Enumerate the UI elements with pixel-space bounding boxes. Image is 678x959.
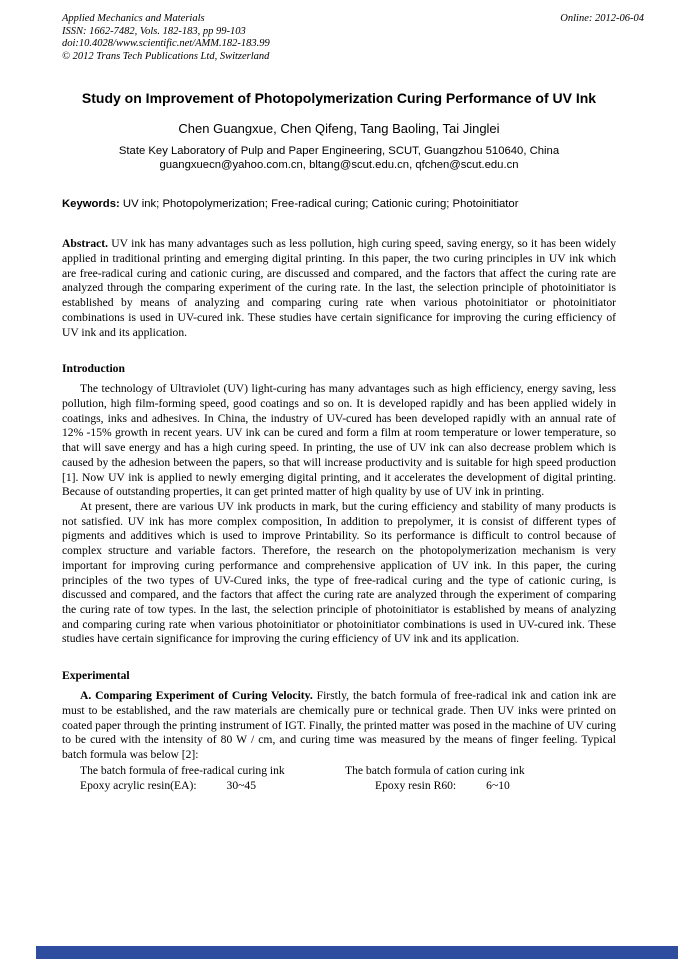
page-title: Study on Improvement of Photopolymerization Curing Performance of UV Ink <box>81 90 597 107</box>
copyright-line: © 2012 Trans Tech Publications Ltd, Switzerland <box>62 50 270 62</box>
abstract-label: Abstract. <box>62 237 109 251</box>
experimental-text: Firstly, the batch formula of free-radical ink and cation ink are must to be established, and the raw materials are chemically pure or technical grade. Then UV inks were printed on coated paper through the printing instrument of IGT. Finally, the printed matter was posed in the machine of UV curing to be cured with the intensity of 80 W / cm, and curing time was measured by the means of finger feeling. Typical batch formula was below [2]: <box>62 689 617 762</box>
formula-item-label: Epoxy resin R60: <box>375 778 457 792</box>
abstract-text: UV ink has many advantages such as less pollution, high curing speed, saving energy, so it has been widely applied in traditional printing and emerging digital printing. In this paper, the two curing principles in UV ink which are free-radical curing and cationic curing, are discussed and compared, and the factors that affect the curing rate are analyzed through the comparing experiment of the curing rate. In the last, the selection principle of photoinitiator is established by means of analyzing and comparing curing rate when various photoinitiator or photoinitiator combinations is used in UV-cured ink. These studies have certain significance for improving the curing efficiency of UV ink and its application. <box>62 237 616 339</box>
keywords-text: UV ink; Photopolymerization; Free-radical curing; Cationic curing; Photoinitiator <box>119 197 519 210</box>
journal-name: Applied Mechanics and Materials <box>62 13 205 24</box>
keywords-label: Keywords: <box>62 197 120 210</box>
body-column <box>62 237 616 793</box>
formula-item-label: Epoxy acrylic resin(EA): <box>80 778 197 792</box>
doi-line: doi:10.4028/www.scientific.net/AMM.182-183.99 <box>62 38 270 50</box>
formula-item-value: 6~10 <box>486 778 510 792</box>
emails-line: guangxuecn@yahoo.com.cn, bltang@scut.edu.cn, qfchen@scut.edu.cn <box>159 158 519 171</box>
keywords-line <box>62 197 616 212</box>
paper-header <box>0 0 678 63</box>
abstract-paragraph <box>62 237 616 340</box>
formula-title-free-radical: The batch formula of free-radical curing ink <box>80 763 285 777</box>
affiliation-line: State Key Laboratory of Pulp and Paper Engineering, SCUT, Guangzhou 510640, China <box>118 144 560 157</box>
experimental-paragraph <box>62 689 616 763</box>
section-heading-experimental: Experimental <box>62 669 130 683</box>
formula-item-value: 30~45 <box>226 778 257 792</box>
formula-column-cation <box>345 764 616 793</box>
batch-formula-columns <box>62 764 616 793</box>
issn-line: ISSN: 1662-7482, Vols. 182-183, pp 99-103 <box>62 25 246 37</box>
authors-line: Chen Guangxue, Chen Qifeng, Tang Baoling, Tai Jinglei <box>178 120 500 136</box>
header-left-block <box>62 13 270 63</box>
formula-item-free-radical <box>80 779 345 794</box>
formula-title-cation: The batch formula of cation curing ink <box>345 763 525 777</box>
introduction-paragraph-2: At present, there are various UV ink products in mark, but the curing efficiency and stability of many products is not satisfied. UV ink has more complex composition, In addition to prepolymer, it is consist of different types of pigments and additives which is used to improve Printability. So its performance is difficult to control because of complex structure and variable factors. Therefore, the research on the photopolymerization mechanism is very important for improving curing performance and comprehensive application of UV ink. In this paper, the curing principles of the two types of UV-Cured inks, the type of free-radical curing and the type of cationic curing, is discussed and compared, and the factors that affect the curing rate are analyzed through the experiment of comparing the curing rate of tow types. In the last, the selection principle of photoinitiator is established by means of analyzing and comparing curing rate when various photoinitiator or photoinitiator combinations is used in UV-cured ink. These studies have certain significance for improving the curing efficiency of UV ink and its application. <box>62 500 616 646</box>
online-date: Online: 2012-06-04 <box>560 13 644 24</box>
formula-column-free-radical <box>62 764 345 793</box>
introduction-paragraph-1: The technology of Ultraviolet (UV) light-curing has many advantages such as high efficiency, energy saving, less pollution, high film-forming speed, good coatings and so on. It is developed rapidly and has been applied widely in coatings, inks and adhesives. In China, the industry of UV-cured has been developed rapidly with an annual rate of 12% -15% growth in recent years. UV ink can be cured and form a film at room temperature or lower temperature, so that will save energy and has a high curing speed. In printing, the use of UV ink can also decrease problem which is caused by the adhesion between the papers, so that will increase productivity and is suitable for high speed production [1]. Now UV ink is applied to newly emerging digital printing, and it accelerates the development of digital printing. Because of outstanding properties, it can get printed matter of high quality by use of UV ink in printing. <box>62 382 616 499</box>
section-heading-introduction: Introduction <box>62 362 125 376</box>
footer-bar <box>36 946 678 959</box>
formula-item-cation <box>345 779 616 794</box>
introduction-body <box>62 382 616 647</box>
experimental-subsection-label: A. Comparing Experiment of Curing Velocity. <box>80 689 313 703</box>
